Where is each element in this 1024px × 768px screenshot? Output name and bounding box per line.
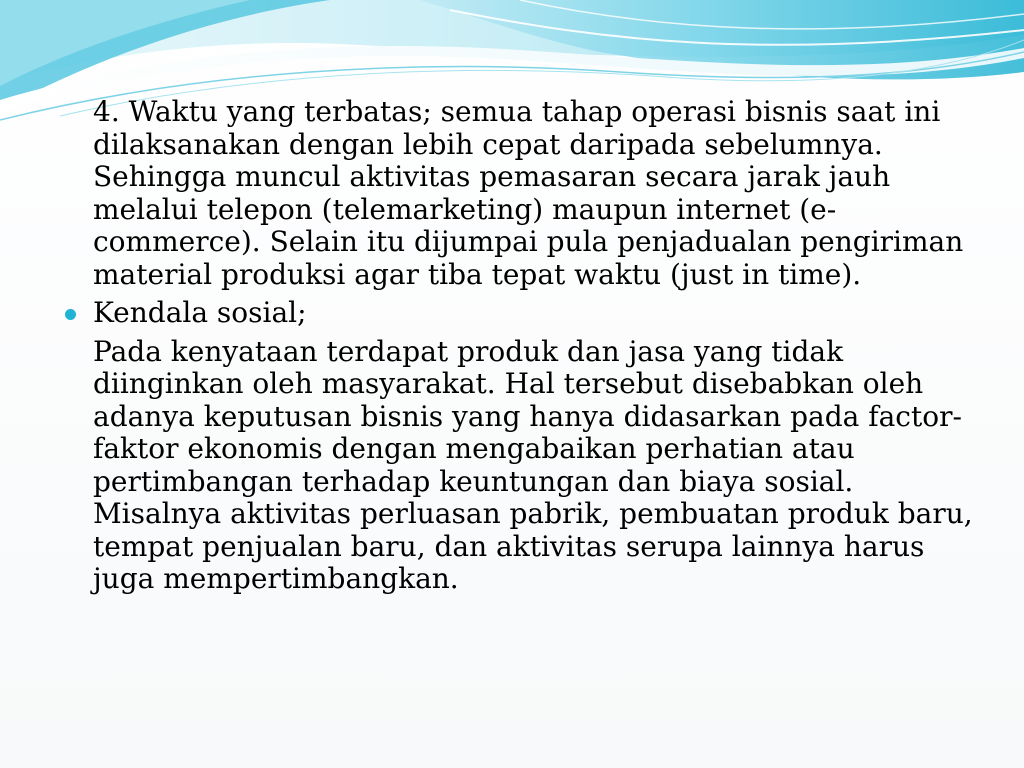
paragraph-kenyataan: Pada kenyataan terdapat produk dan jasa yang tidak diinginkan oleh masyarakat. Hal tersebut disebabkan oleh adanya keputusan bisnis yang hanya didasarkan pada factor-faktor ekonomis dengan mengabaikan perhatian atau pertimbangan terhadap keuntungan dan biaya sosial. Misalnya aktivitas perluasan pabrik, pembuatan produk baru, tempat penjualan baru, dan aktivitas serupa lainnya harus juga mempertimbangkan. bbox=[93, 334, 973, 595]
paragraph-kendala-sosial bbox=[93, 297, 973, 330]
bullet-text-kendala-sosial: Kendala sosial; bbox=[93, 296, 307, 329]
paragraph-waktu-terbatas: 4. Waktu yang terbatas; semua tahap operasi bisnis saat ini dilaksanakan dengan lebih cepat daripada sebelumnya. Sehingga muncul aktivitas pemasaran secara jarak jauh melalui telepon (telemarketing) maupun internet (e-commerce). Selain itu dijumpai pula penjadualan pengiriman material produksi agar tiba tepat waktu (just in time). bbox=[93, 95, 964, 291]
bullet-dot-icon bbox=[65, 309, 76, 320]
slide-body bbox=[60, 96, 980, 596]
